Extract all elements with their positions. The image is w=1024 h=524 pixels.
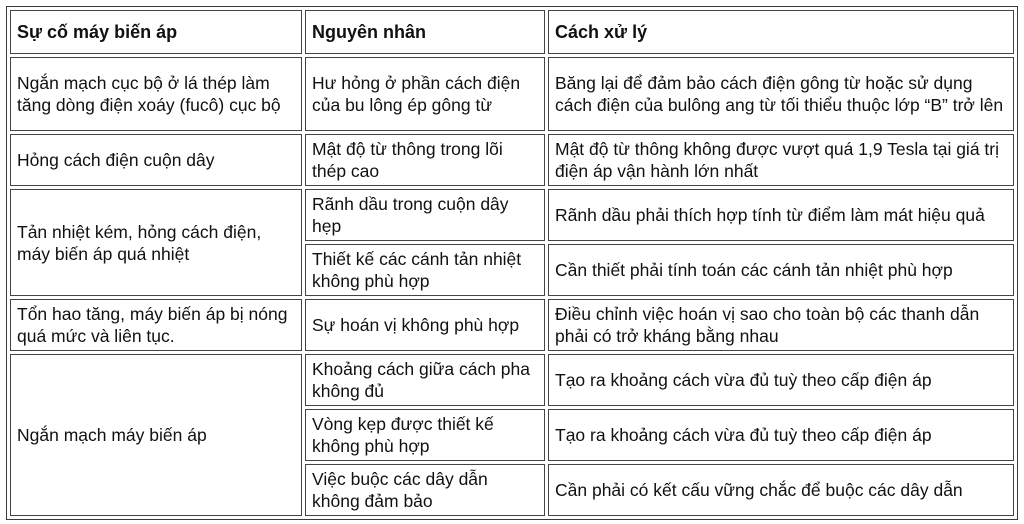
remedy-cell: Băng lại để đảm bảo cách điện gông từ hoặc sử dụng cách điện của bulông ang từ tối thiểu thuộc lớp “B” trở lên [548,57,1014,131]
remedy-cell: Cần phải có kết cấu vững chắc để buộc các dây dẫn [548,464,1014,516]
cause-cell: Hư hỏng ở phần cách điện của bu lông ép gông từ [305,57,545,131]
remedy-cell: Điều chỉnh việc hoán vị sao cho toàn bộ các thanh dẫn phải có trở kháng bằng nhau [548,299,1014,351]
remedy-cell: Tạo ra khoảng cách vừa đủ tuỳ theo cấp điện áp [548,409,1014,461]
remedy-cell: Cần thiết phải tính toán các cánh tản nhiệt phù hợp [548,244,1014,296]
header-cause: Nguyên nhân [305,10,545,54]
remedy-cell: Mật độ từ thông không được vượt quá 1,9 Tesla tại giá trị điện áp vận hành lớn nhất [548,134,1014,186]
header-remedy: Cách xử lý [548,10,1014,54]
table-row [10,134,1014,186]
fault-cell: Ngắn mạch máy biến áp [10,354,302,516]
table-row [10,57,1014,131]
table-row [10,299,1014,351]
remedy-cell: Tạo ra khoảng cách vừa đủ tuỳ theo cấp điện áp [548,354,1014,406]
cause-cell: Mật độ từ thông trong lõi thép cao [305,134,545,186]
cause-cell: Khoảng cách giữa cách pha không đủ [305,354,545,406]
remedy-cell: Rãnh dầu phải thích hợp tính từ điểm làm mát hiệu quả [548,189,1014,241]
cause-cell: Sự hoán vị không phù hợp [305,299,545,351]
fault-cell: Hỏng cách điện cuộn dây [10,134,302,186]
transformer-fault-table [6,6,1018,520]
cause-cell: Vòng kẹp được thiết kế không phù hợp [305,409,545,461]
cause-cell: Việc buộc các dây dẫn không đảm bảo [305,464,545,516]
fault-cell: Ngắn mạch cục bộ ở lá thép làm tăng dòng điện xoáy (fucô) cục bộ [10,57,302,131]
table-row [10,189,1014,241]
fault-cell: Tản nhiệt kém, hỏng cách điện, máy biến áp quá nhiệt [10,189,302,296]
header-fault: Sự cố máy biến áp [10,10,302,54]
cause-cell: Rãnh dầu trong cuộn dây hẹp [305,189,545,241]
table-row [10,354,1014,406]
cause-cell: Thiết kế các cánh tản nhiệt không phù hợp [305,244,545,296]
header-row [10,10,1014,54]
fault-cell: Tổn hao tăng, máy biến áp bị nóng quá mức và liên tục. [10,299,302,351]
